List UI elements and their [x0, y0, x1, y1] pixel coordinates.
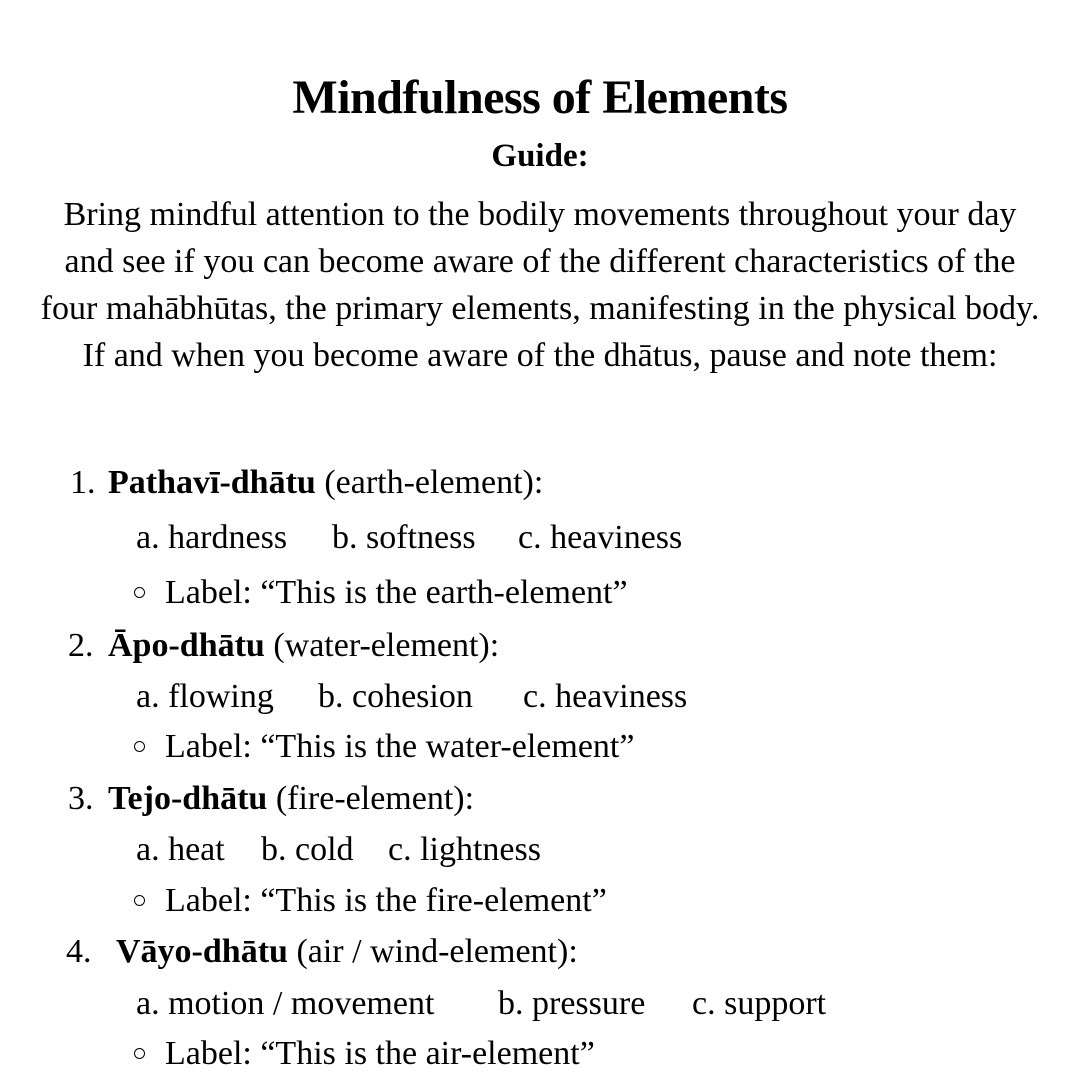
label-item: [134, 725, 634, 769]
page-title: Mindfulness of Elements: [292, 71, 788, 124]
element-name: Āpo-dhātu: [108, 627, 265, 664]
element-gloss: (earth-element):: [324, 464, 544, 501]
element-gloss: (fire-element):: [275, 780, 475, 817]
label-item: [134, 1032, 595, 1076]
characteristic: b. cold: [261, 831, 354, 868]
element-label: Label: “This is the earth-element”: [165, 574, 628, 611]
circle-bullet-icon: [134, 1048, 145, 1059]
element-label: Label: “This is the air-element”: [165, 1035, 595, 1072]
characteristic: a. hardness: [136, 519, 288, 556]
element-gloss: (water-element):: [273, 627, 500, 664]
list-number: 1.: [70, 464, 96, 501]
characteristic: c. support: [692, 985, 827, 1022]
characteristic: a. heat: [136, 831, 225, 868]
characteristics-row: [136, 982, 826, 1026]
characteristic: a. flowing: [136, 678, 274, 715]
element-label: Label: “This is the fire-element”: [165, 882, 607, 919]
guide-heading: Guide:: [491, 138, 589, 174]
intro-paragraph: Bring mindful attention to the bodily movements throughout your day and see if you can become aware of the different characteristics of the four mahābhūtas, the primary elements, manifesting in the physical body. If and when you become aware of the dhātus, pause and note them:: [40, 196, 1040, 374]
list-number: 4.: [66, 933, 92, 970]
label-item: [134, 571, 628, 615]
element-gloss: (air / wind-element):: [296, 933, 578, 970]
list-number: 3.: [68, 780, 94, 817]
characteristic: c. heaviness: [523, 678, 688, 715]
list-number: 2.: [68, 627, 94, 664]
label-item: [134, 879, 607, 923]
characteristic: a. motion / movement: [136, 985, 435, 1022]
circle-bullet-icon: [134, 741, 145, 752]
characteristic: c. heaviness: [518, 519, 683, 556]
characteristics-row: [136, 675, 687, 719]
characteristic: c. lightness: [388, 831, 541, 868]
element-label: Label: “This is the water-element”: [165, 728, 635, 765]
characteristic: b. pressure: [498, 985, 646, 1022]
element-name: Pathavī-dhātu: [108, 464, 316, 501]
element-name: Tejo-dhātu: [108, 780, 268, 817]
circle-bullet-icon: [134, 587, 145, 598]
characteristics-row: [136, 516, 682, 560]
characteristic: b. cohesion: [318, 678, 473, 715]
element-name: Vāyo-dhātu: [116, 933, 288, 970]
characteristic: b. softness: [332, 519, 476, 556]
circle-bullet-icon: [134, 895, 145, 906]
characteristics-row: [136, 828, 541, 872]
